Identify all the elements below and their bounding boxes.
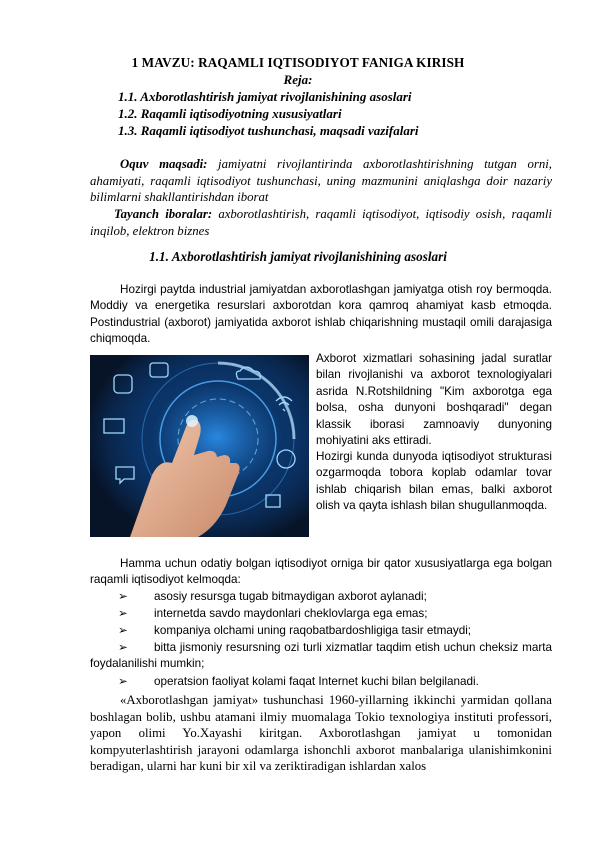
paragraph-3: Hozirgi kunda dunyoda iqtisodiyot strukturasi ozgarmoqda tobora koplab odamlar tovar ishlab chiqarish bilan emas, balki axborot olish va qayta ishlash bilan shugullanmoqda.	[316, 450, 552, 513]
digital-hand-illustration	[90, 355, 309, 537]
learning-goal-text: jamiyatni rivojlantirinda axborotlashtirishning tutgan orni, ahamiyati, raqamli iqtisodiyot tushunchasi, uning mazmunini aniqlashga doir nazariy bilimlarni shakllantirishdan iborat	[90, 157, 552, 204]
paragraph-1: Hozirgi paytda industrial jamiyatdan axborotlashgan jamiyatga otish roy bermoqda. Moddiy va energetika resurslari axborotdan kora qamroq ahamiyat kasb etmoqda. Postindustrial (axborot) jamiyatida axborot ishlab chiqarishning mustaqil omili darajasiga chiqmoqda.	[90, 283, 552, 346]
list-item-text: internetda savdo maydonlari cheklovlarga ega emas;	[154, 607, 428, 620]
paragraph-2: Axborot xizmatlari sohasining jadal suratlar bilan rivojlanishi va axborot texnologiyalari asrida N.Rotshildning "Kim axborotga ega bolsa, osha dunyoni boshqaradi" degan klassik iborasi zamnoaviy dunyoning mohiyatini aks ettiradi.	[316, 352, 552, 448]
list-item-text: kompaniya olchami uning raqobatbardoshligiga tasir etmaydi;	[154, 624, 472, 637]
plan-item-1: 1.1. Axborotlashtirish jamiyat rivojlanishining asoslari	[118, 89, 412, 104]
keywords-label: Tayanch iboralar:	[114, 207, 213, 221]
closing-paragraph: «Axborotlashgan jamiyat» tushunchasi 1960-yillarning ikkinchi yarmidan qollana boshlagan bolib, ushbu atamani ilmiy muomalaga Tokio texnologiya instituti professori, yapon olimi Yo.Xayashi kiritgan. Axborotlashgan jamiyat u tomonidan kompyuterlashtirish jarayoni odamlarga ishonchli axborot manbalariga ulanishimkonini beradigan, ularni har kuni bir xil va zeriktiradigan ishlardan xalos	[90, 693, 552, 773]
digital-hand-image	[90, 355, 309, 537]
keywords-text: axborotlashtirish, raqamli iqtisodiyot, iqtisodiy osish, raqamli inqilob, elektron biznes	[90, 207, 552, 238]
plan-label: Reja:	[283, 72, 313, 87]
page-title: 1 MAVZU: RAQAMLI IQTISODIYOT FANIGA KIRISH	[131, 55, 465, 70]
bullet-arrow-icon: ➢	[118, 590, 128, 603]
list-item	[90, 640, 552, 673]
bullet-arrow-icon: ➢	[118, 641, 128, 654]
learning-goal-label: Oquv maqsadi:	[120, 157, 208, 171]
list-item-text: bitta jismoniy resursning ozi turli xizmatlar taqdim etish uchun cheksiz marta foydalanilishi mumkin;	[90, 641, 552, 671]
section-title: 1.1. Axborotlashtirish jamiyat rivojlanishining asoslari	[149, 249, 447, 264]
list-item-text: asosiy resursga tugab bitmaydigan axborot aylanadi;	[154, 590, 427, 603]
plan-item-3: 1.3. Raqamli iqtisodiyot tushunchasi, maqsadi vazifalari	[118, 123, 419, 138]
paragraph-4: Hamma uchun odatiy bolgan iqtisodiyot orniga bir qator xususiyatlarga ega bolgan raqamli iqtisodiyot kelmoqda:	[90, 557, 552, 587]
learning-goal	[90, 156, 552, 206]
bullet-arrow-icon: ➢	[118, 624, 128, 637]
keywords	[90, 206, 552, 239]
bullet-arrow-icon: ➢	[118, 607, 128, 620]
bullet-arrow-icon: ➢	[118, 675, 128, 688]
touch-point	[186, 415, 198, 427]
plan-item-2: 1.2. Raqamli iqtisodiyotning xususiyatlari	[118, 106, 342, 121]
list-item-text: operatsion faoliyat kolami faqat Internet kuchi bilan belgilanadi.	[154, 675, 479, 688]
